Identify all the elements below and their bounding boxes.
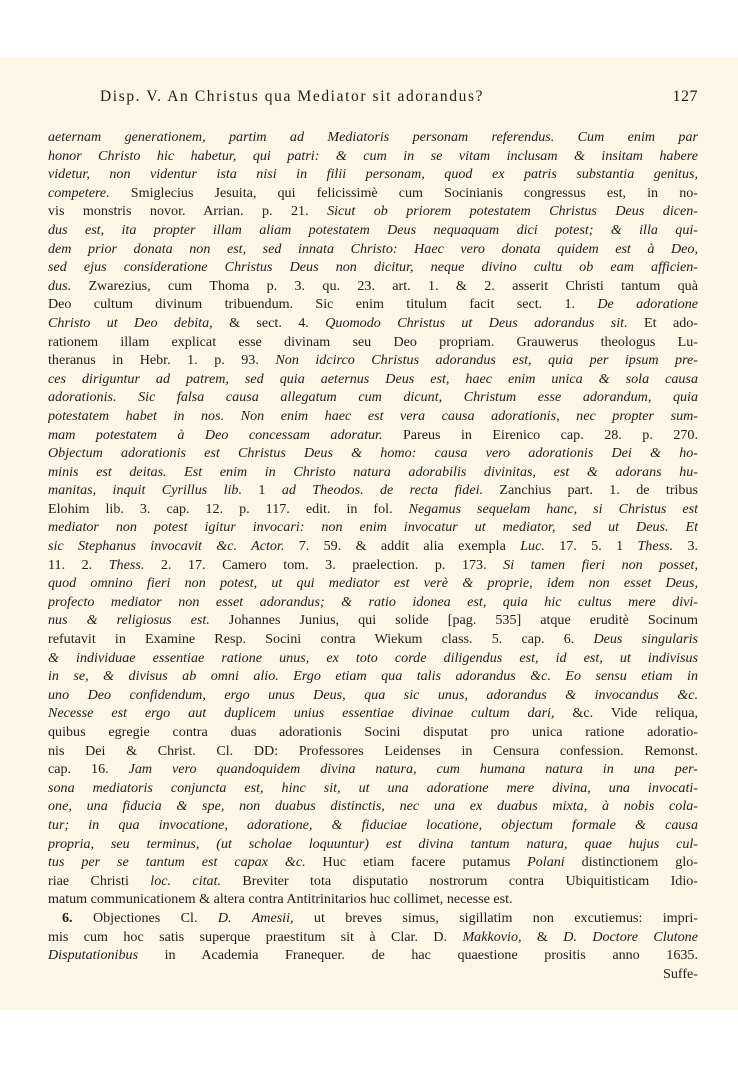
italic-span: Si tamen fieri non posset, (503, 556, 698, 573)
text-line (48, 946, 698, 965)
italic-span: aeternam generationem, partim ad Mediatoris personam referendus. Cum enim par (48, 129, 698, 145)
text-line (48, 295, 698, 314)
text-line (48, 649, 698, 668)
text-span: riae Christi (48, 872, 151, 889)
italic-span: dus. (48, 277, 72, 294)
text-span: theranus in Hebr. 1. p. 93. (48, 352, 276, 369)
text-span: quibus egregie contra duas adorationis Socini disputat pro unica ratione adoratio- (48, 724, 698, 740)
text-span: Smiglecius Jesuita, qui felicissimè cum Socinianis congressus est, in no- (109, 184, 698, 201)
page-number: 127 (672, 88, 698, 105)
italic-span: potestatem habet in nos. Non enim haec est vera causa adorationis, nec propter sum- (48, 407, 698, 424)
text-line (48, 518, 698, 537)
text-line (48, 407, 698, 426)
text-line (48, 816, 698, 835)
italic-span: sed ejus consideratione Christus Deus non dicitur, neque divino cultu ob eam afficien- (48, 259, 698, 276)
italic-span: Polani (527, 854, 565, 871)
italic-span: Disputationibus (48, 947, 139, 964)
italic-span: one, una fiducia & spe, non duabus distinctis, nec una ex duabus mixta, à nobis cola- (48, 798, 698, 815)
text-span: refutavit in Examine Resp. Socini contra Wiekum class. 5. cap. 6. (48, 631, 594, 648)
text-line (48, 147, 698, 166)
text-span: ut breves simus, sigillatim non excutiemus: impri- (293, 909, 698, 926)
italic-span: De adoratione (597, 296, 698, 313)
text-line (48, 165, 698, 184)
text-span: Et ado- (627, 314, 698, 331)
italic-span: D. Amesii, (217, 909, 294, 926)
text-span: Johannes Junius, qui solide [pag. 535] atque eruditè Socinum (209, 612, 698, 629)
italic-span: propria, seu terminus, (ut scholae loquuntur) est divina tantum natura, quae hujus cul- (48, 835, 698, 852)
italic-span: dem prior donata non est, sed innata Christo: Haec vero donata quidem est à Deo, (48, 240, 698, 257)
text-line (48, 500, 698, 519)
italic-span: Non idcirco Christus adorandus est, quia per ipsum pre- (275, 352, 698, 369)
text-span: 2. 17. Camero tom. 3. praelection. p. 173. (144, 556, 504, 573)
text-line (48, 723, 698, 742)
paragraph-number: 6. (62, 909, 73, 926)
italic-span: Negamus sequelam hanc, si Christus est (408, 500, 698, 517)
italic-span: Jam vero quandoquidem divina natura, cum humana natura in una per- (128, 761, 698, 778)
text-line (48, 611, 698, 630)
text-span: vis monstris novor. Arrian. p. 21. (48, 203, 328, 220)
text-line (48, 370, 698, 389)
italic-span: Quomodo Christus ut Deus adorandus sit. (325, 314, 628, 331)
italic-span: ad Theodos. de recta fidei. (281, 482, 484, 499)
text-span: nis Dei & Christ. Cl. DD: Professores Leidenses in Censura confession. Remonst. (48, 742, 698, 759)
italic-span: competere. (48, 184, 110, 201)
text-line (48, 258, 698, 277)
italic-span: manitas, inquit Cyrillus lib. (48, 482, 243, 499)
text-line (48, 277, 698, 296)
text-span: 1 (242, 482, 282, 499)
text-span: 11. 2. (48, 556, 109, 573)
italic-span: profecto mediator non esset adorandus; & ratio idonea est, quia hic cultus mere divi- (48, 593, 698, 610)
italic-span: loc. citat. (150, 872, 222, 889)
text-span: distinctionem glo- (564, 854, 698, 871)
text-line (48, 351, 698, 370)
text-line (48, 184, 698, 203)
text-span: & (521, 928, 564, 945)
text-line (48, 928, 698, 947)
text-line (48, 742, 698, 761)
italic-span: Objectum adorationis est Christus Deus & homo: (48, 445, 435, 462)
text-line (48, 314, 698, 333)
body-text (48, 128, 698, 983)
running-title: Disp. V. An Christus qua Mediator sit adorandus? (100, 88, 485, 105)
italic-span: sic Stephanus invocavit &c. Actor. (48, 538, 285, 555)
italic-span: Luc. (520, 538, 545, 555)
text-line (48, 779, 698, 798)
italic-span: D. Doctore Clutone (563, 928, 698, 945)
text-line (48, 760, 698, 779)
text-line (48, 835, 698, 854)
italic-span: Sicut ob priorem potestatem Christus Deus dicen- (327, 203, 698, 220)
text-span: & sect. 4. (212, 314, 326, 331)
text-span: Pareus in Eirenico cap. 28. p. 270. (382, 426, 698, 443)
italic-span: adorationis. Sic falsa causa allegatum cum dicunt, Christum esse adorandum, quia (48, 389, 698, 406)
italic-span: Thess. (108, 556, 145, 573)
italic-span: & individuae essentiae ratione unus, ex toto corde diligendus est, id est, ut indivisus (48, 649, 698, 666)
text-span: 3. (673, 538, 698, 555)
italic-span: dus est, ita propter illam aliam potestatem Deus nequaquam dici potest; & illa qui- (48, 221, 698, 238)
text-line (48, 667, 698, 686)
italic-span: videtur, non videntur ista nisi in filii personam, quod ex patris substantia genitus, (48, 166, 698, 183)
text-line (48, 333, 698, 352)
italic-span: tur; in qua invocatione, adoratione, & fiduciae locatione, objectum formale & causa (48, 816, 698, 833)
italic-span: ces diriguntur ad patrem, sed quia aeternus Deus est, haec enim unica & sola causa (48, 370, 698, 387)
text-span: Zanchius part. 1. de tribus (483, 482, 698, 499)
text-span: cap. 16. (48, 761, 129, 778)
italic-span: minis est deitas. Est enim in Christo natura adorabilis divinitas, est & adorans hu- (48, 463, 698, 480)
text-line (48, 444, 698, 463)
italic-span: Makkovio, (462, 928, 522, 945)
text-line (48, 128, 698, 147)
italic-span: quod omnino fieri non potest, ut qui mediator est verè & proprie, idem non esset Deus, (48, 575, 698, 592)
running-header (48, 88, 698, 110)
italic-span: Thess. (637, 538, 674, 555)
text-line (48, 574, 698, 593)
text-span: Zwarezius, cum Thoma p. 3. qu. 23. art. 1. & 2. asserit Christi tantum quà (71, 277, 698, 294)
text-span: rationem illam explicat esse divinam seu Deo propriam. Grauwerus theologus Lu- (48, 333, 698, 350)
italic-span: in se, & divisus ab omni alio. Ergo etiam qua talis adorandus &c. Eo sensu etiam in (48, 668, 698, 685)
text-line (48, 593, 698, 612)
text-span: &c. Vide reliqua, (554, 705, 698, 722)
italic-span: sona mediatoris conjuncta est, hinc sit, ut una adoratione mere divina, una invocati- (48, 779, 698, 796)
italic-span: mam potestatem à Deo concessam adoratur. (48, 426, 383, 443)
text-span: in Academia Franequer. de hac quaestione prositis anno 1635. (138, 947, 698, 964)
italic-span: nus & religiosus est. (48, 612, 210, 629)
text-line (48, 221, 698, 240)
italic-span: causa vero adorationis Dei & ho- (434, 445, 698, 462)
text-line (48, 556, 698, 575)
text-line (48, 872, 698, 891)
italic-span: Christo ut Deo debita, (48, 314, 213, 331)
italic-span: tus per se tantum est capax &c. (48, 854, 306, 871)
text-line (48, 797, 698, 816)
text-line (48, 704, 698, 723)
text-span: Huc etiam facere putamus (305, 854, 528, 871)
italic-span: Necesse est ergo aut duplicem unius essentiae divinae cultum dari, (48, 705, 555, 722)
book-page (0, 58, 738, 1010)
text-line (48, 537, 698, 556)
text-line (48, 630, 698, 649)
text-line (48, 463, 698, 482)
text-line (48, 240, 698, 259)
text-span: mis cum hoc satis superque praestitum sit à Clar. D. (48, 928, 463, 945)
text-span: Objectiones Cl. (72, 909, 218, 926)
text-line (48, 481, 698, 500)
text-span: matum communicationem & altera contra Antitrinitarios huc collimet, necesse est. (48, 891, 513, 908)
text-span: Elohim lib. 3. cap. 12. p. 117. edit. in fol. (48, 500, 409, 517)
italic-span: uno Deo confidendum, ergo unus Deus, qua sic unus, adorandus & invocandus &c. (48, 686, 698, 703)
text-line (48, 426, 698, 445)
text-span: Deo cultum divinum tribuendum. Sic enim titulum facit sect. 1. (48, 296, 598, 313)
text-span: 17. 5. 1 (544, 538, 638, 555)
italic-span: mediator non potest igitur invocari: non enim invocatur ut mediator, sed ut Deus. Et (48, 519, 698, 536)
text-span: 7. 59. & addit alia exempla (284, 538, 521, 555)
text-line (48, 909, 698, 928)
text-line (48, 853, 698, 872)
text-span: Suffe- (663, 965, 698, 982)
text-line (48, 202, 698, 221)
text-line (48, 686, 698, 705)
italic-span: honor Christo hic habetur, qui patri: & cum in se vitam inclusam & insitam habere (48, 147, 698, 164)
text-span: Breviter tota disputatio nostrorum contra Ubiquitisticam Idio- (221, 872, 698, 889)
italic-span: Deus singularis (593, 631, 698, 648)
text-line (48, 965, 698, 984)
text-line (48, 890, 698, 909)
text-line (48, 388, 698, 407)
